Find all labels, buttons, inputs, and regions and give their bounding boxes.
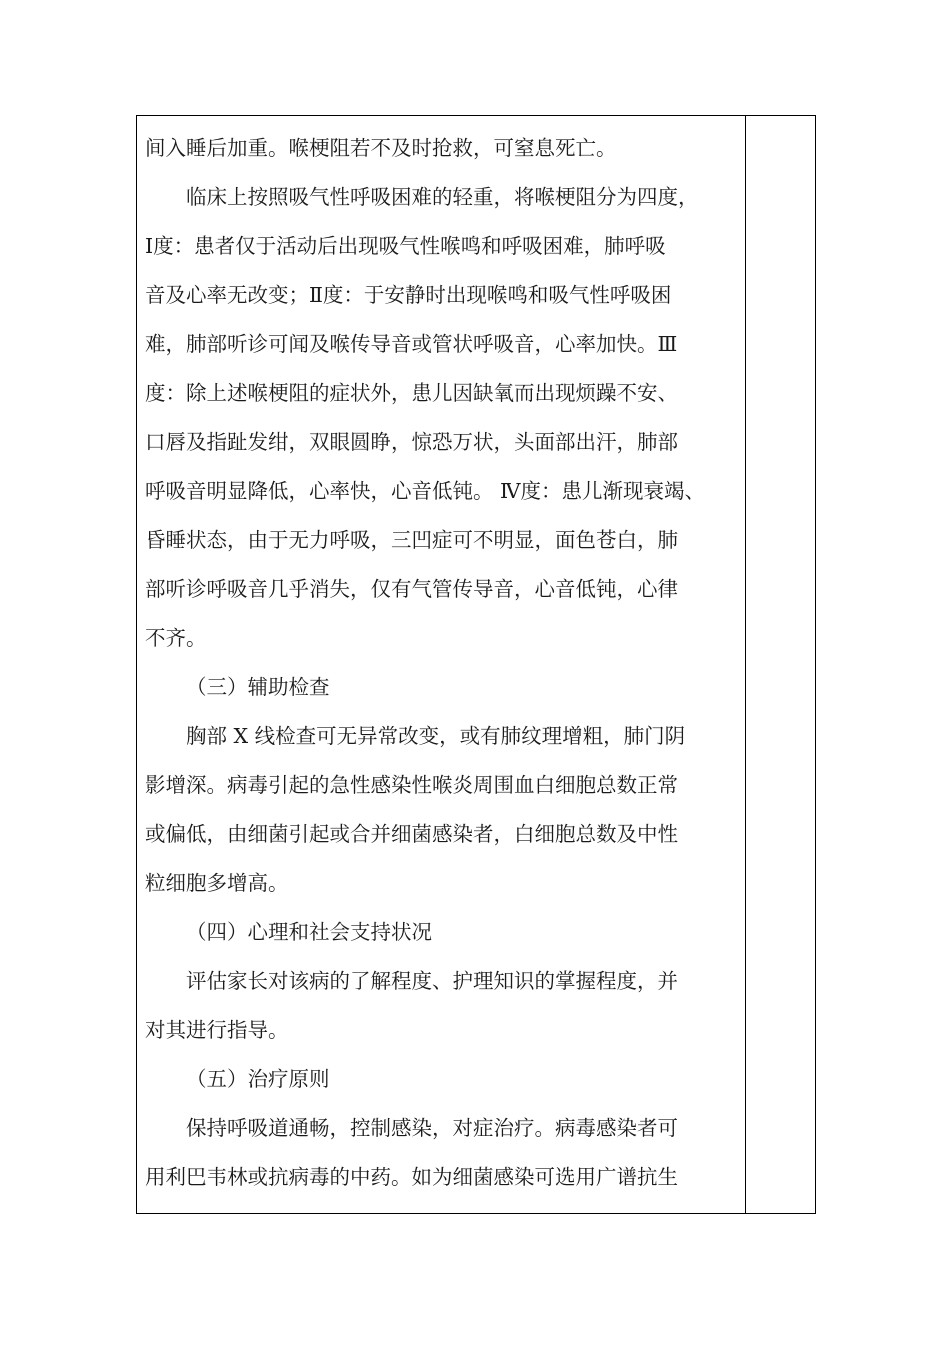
text-line: 临床上按照吸气性呼吸困难的轻重，将喉梗阻分为四度， [186, 185, 699, 209]
text-line: 呼吸音明显降低，心率快，心音低钝。 Ⅳ度：患儿渐现衰竭、 [145, 479, 705, 503]
text-line: 保持呼吸道通畅，控制感染，对症治疗。病毒感染者可 [186, 1116, 678, 1140]
text-line: 评估家长对该病的了解程度、护理知识的掌握程度，并 [186, 969, 678, 993]
content-cell [137, 116, 746, 1213]
text-line: 难，肺部听诊可闻及喉传导音或管状呼吸音，心率加快。Ⅲ [145, 332, 678, 356]
text-line: 昏睡状态，由于无力呼吸，三凹症可不明显，面色苍白，肺 [145, 528, 678, 552]
document-table [136, 115, 816, 1214]
text-line: Ⅰ度：患者仅于活动后出现吸气性喉鸣和呼吸困难，肺呼吸 [145, 234, 666, 258]
text-line: （五）治疗原则 [186, 1067, 330, 1091]
text-line: 间入睡后加重。喉梗阻若不及时抢救，可窒息死亡。 [145, 136, 617, 160]
text-line: 度：除上述喉梗阻的症状外，患儿因缺氧而出现烦躁不安、 [145, 381, 678, 405]
text-line: 对其进行指导。 [145, 1018, 289, 1042]
text-line: 粒细胞多增高。 [145, 871, 289, 895]
text-line: 口唇及指趾发绀，双眼圆睁，惊恐万状，头面部出汗，肺部 [145, 430, 678, 454]
text-line: 影增深。病毒引起的急性感染性喉炎周围血白细胞总数正常 [145, 773, 678, 797]
text-line: 音及心率无改变；Ⅱ度：于安静时出现喉鸣和吸气性呼吸困 [145, 283, 672, 307]
text-line: （四）心理和社会支持状况 [186, 920, 432, 944]
text-line: 用利巴韦林或抗病毒的中药。如为细菌感染可选用广谱抗生 [145, 1165, 678, 1189]
text-line: 或偏低，由细菌引起或合并细菌感染者，白细胞总数及中性 [145, 822, 678, 846]
text-line: 部听诊呼吸音几乎消失，仅有气管传导音，心音低钝，心律 [145, 577, 678, 601]
text-line: 胸部 X 线检查可无异常改变，或有肺纹理增粗，肺门阴 [186, 724, 686, 748]
text-line: 不齐。 [145, 626, 207, 650]
side-cell [746, 116, 815, 1213]
text-line: （三）辅助检查 [186, 675, 330, 699]
